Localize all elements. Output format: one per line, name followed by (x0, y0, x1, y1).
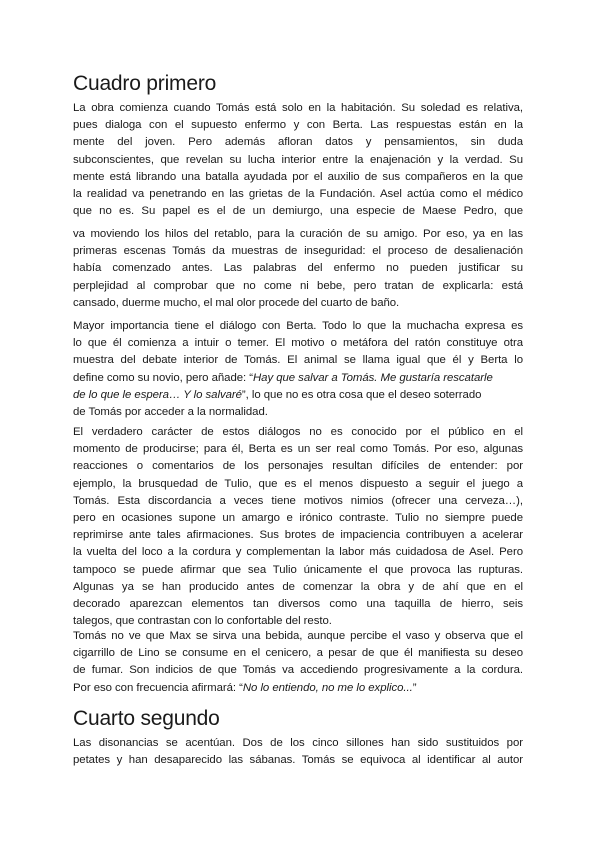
text-line: muestra del debate interior de Tomás. El animal se llama igual que él y Berta lo (73, 354, 523, 367)
paragraph-2 (73, 226, 523, 312)
paragraph-4 (73, 424, 523, 630)
text-line (73, 680, 523, 697)
text-line: decorado aparezcan elementos tan diversos como una taquilla de hierro, seis (73, 597, 523, 610)
text-line: lo que él comienza a intuir o temer. El motivo o metáfora del ratón constituye otra (73, 337, 523, 350)
text-run: Por eso con frecuencia afirmará: “ (73, 681, 243, 694)
text-line: subconscientes, que revelan su lucha interior entre la enajenación y la verdad. Su (73, 153, 523, 166)
text-line: de fumar. Son indicios de que Tomás va accediendo progresivamente a la cordura. (73, 664, 523, 677)
text-line (73, 387, 523, 404)
section-heading-cuarto-segundo: Cuarto segundo (73, 707, 220, 730)
text-line: primeras escenas Tomás da muestras de inseguridad: el proceso de desalienación (73, 245, 523, 258)
text-line: La obra comienza cuando Tomás está solo en la habitación. Su soledad es relativa, (73, 102, 523, 114)
text-line: reprimirse ante tales afirmaciones. Sus brotes de impaciencia contribuyen a acelerar (73, 529, 523, 542)
text-line: la vuelta del loco a la cordura y complementan la labor más cuidadosa de Asel. Pero (73, 546, 523, 559)
text-line: petates y han desaparecido las sábanas. Tomás se equivoca al identificar al autor (73, 754, 523, 767)
quote-italic: Hay que salvar a Tomás. Me gustaría rescatarle (252, 371, 493, 384)
text-line: mente del joven. Pero además afloran datos y pensamientos, sin duda (73, 136, 523, 149)
paragraph-5 (73, 628, 523, 697)
text-line: había comenzado antes. Las palabras del enfermo no pueden justificar su (73, 262, 523, 275)
text-line: de Tomás por acceder a la normalidad. (73, 405, 268, 418)
text-line: El verdadero carácter de estos diálogos no es conocido por el público en el (73, 426, 523, 438)
text-line: va moviendo los hilos del retablo, para la curación de su amigo. Por eso, ya en las (73, 228, 523, 240)
paragraph-3 (73, 318, 523, 421)
text-line: pero en ocasiones supone un amargo e irónico contraste. Tulio no siempre puede (73, 511, 523, 524)
text-line: que no es. Su papel es el de un demiurgo, una especie de Maese Pedro, que (73, 205, 523, 218)
text-line: Las disonancias se acentúan. Dos de los cinco sillones han sido sustituidos por (73, 737, 523, 749)
paragraph-6 (73, 735, 523, 769)
text-line: pues dialoga con el supuesto enfermo y con Berta. Las respuestas están en la (73, 119, 523, 132)
text-line: Tomás no ve que Max se sirva una bebida, aunque percibe el vaso y observa que el (73, 630, 523, 642)
text-line: Mayor importancia tiene el diálogo con Berta. Todo lo que la muchacha expresa es (73, 320, 523, 332)
quote-italic: de lo que le espera… Y lo salvaré (73, 388, 242, 401)
text-line (73, 370, 523, 387)
text-line: perplejidad al comprobar que no come ni bebe, pero tratan de explicarla: está (73, 279, 523, 292)
text-run: ”, lo que no es otra cosa que el deseo soterrado (241, 388, 482, 401)
text-line: la realidad va penetrando en las grietas de la Fundación. Asel actúa como el médico (73, 187, 523, 200)
paragraph-1 (73, 100, 523, 220)
quote-italic: No lo entiendo, no me lo explico... (242, 681, 413, 694)
text-line: ejemplo, la brusquedad de Tulio, que es el menos dispuesto a seguir el juego a (73, 477, 523, 490)
text-line: tampoco se puede afirmar que sea Tulio únicamente el que provoca las rupturas. (73, 563, 523, 576)
text-line: Algunas ya se han producido antes de comenzar la obra y de ahí que en el (73, 580, 523, 593)
text-run: ” (412, 681, 417, 694)
text-line: Tomás. Esta discordancia a veces tiene motivos nimios (ofrecer una cerveza…), (73, 494, 523, 507)
text-run: define como su novio, pero añade: “ (73, 371, 253, 384)
text-line: talegos, que contrastan con lo confortable del resto. (73, 615, 332, 628)
text-line: cansado, duerme mucho, el mal olor procede del cuarto de baño. (73, 296, 400, 309)
text-line: cigarrillo de Lino se consume en el cenicero, a pesar de que él manifiesta su deseo (73, 647, 523, 660)
text-line: mente está librando una batalla ayudada por el auxilio de sus compañeros en la que (73, 170, 523, 183)
text-line: momento de producirse; para él, Berta es un ser real como Tomás. Por eso, algunas (73, 443, 523, 456)
section-heading-cuadro-primero: Cuadro primero (73, 72, 217, 95)
text-line: reacciones o comentarios de los personajes resultan difíciles de entender: por (73, 460, 523, 473)
